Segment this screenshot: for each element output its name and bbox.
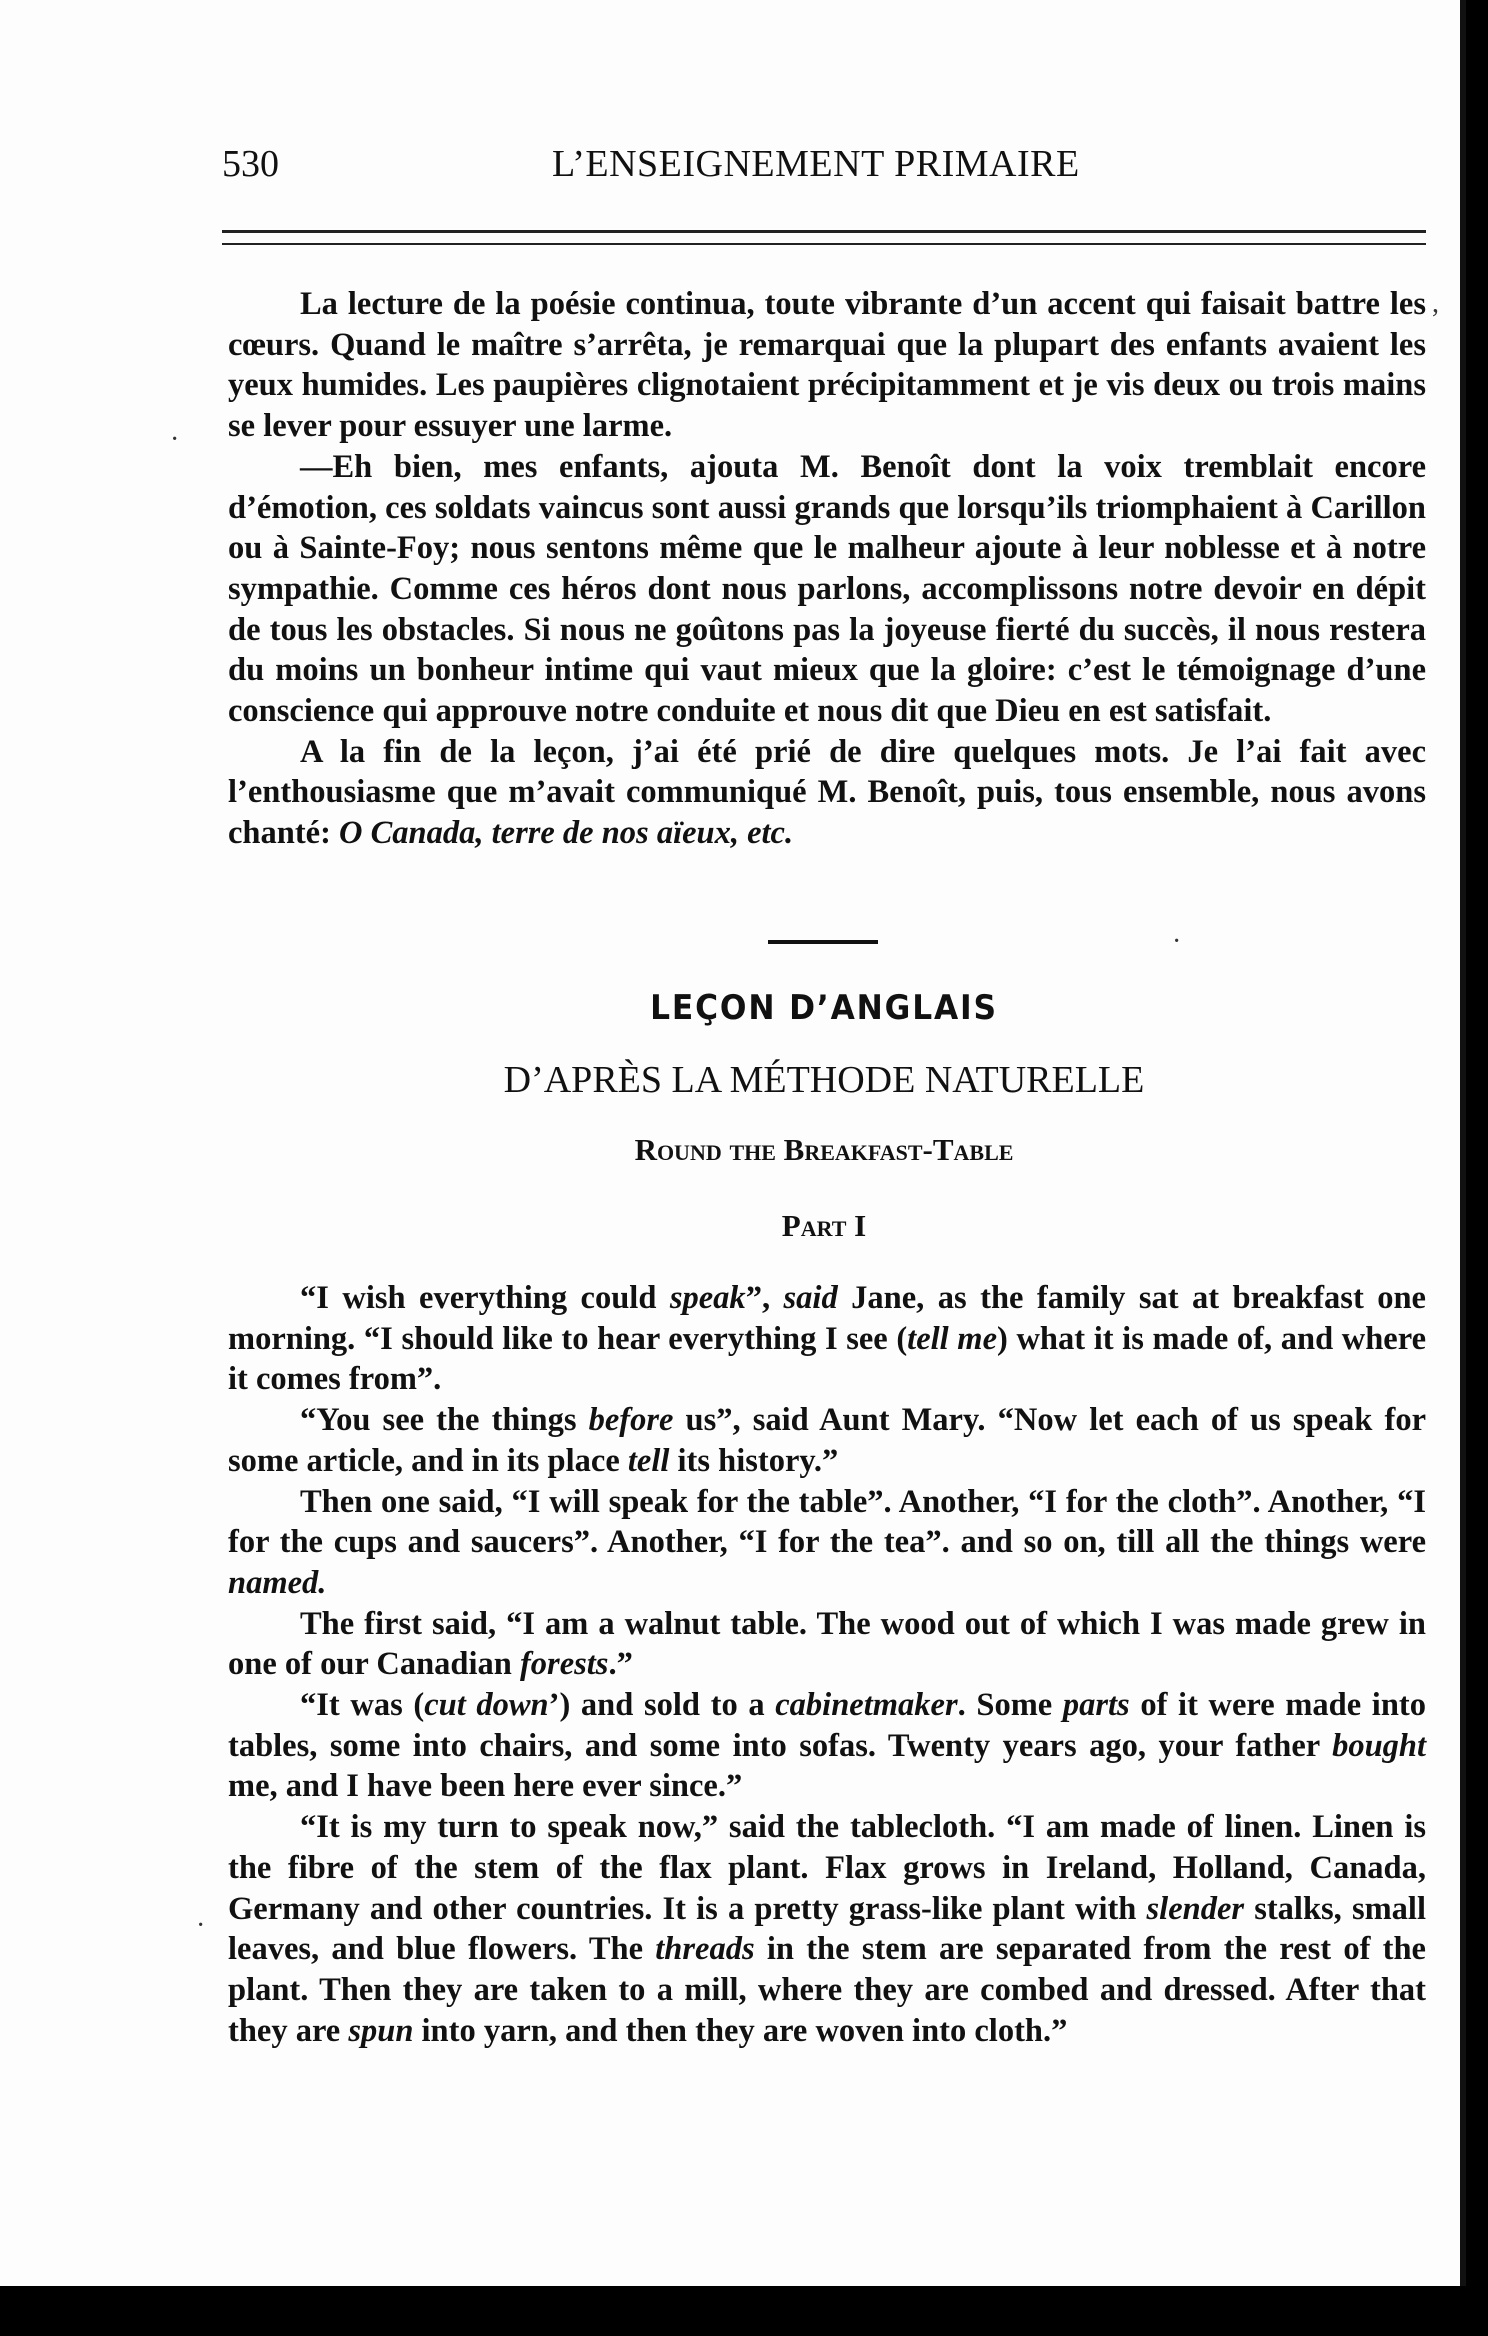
paragraph <box>228 1604 1426 1685</box>
italic-text: parts <box>1062 1687 1130 1724</box>
section-divider-rule <box>768 940 878 944</box>
text-run: stalks, small leaves, and blue flowers. The <box>228 1890 1426 1968</box>
italic-text: slender <box>1146 1890 1245 1927</box>
text-run: . Some <box>957 1687 1063 1724</box>
text-run: me, and I have been here ever since.” <box>228 1768 743 1805</box>
text-run: “I wish everything could <box>300 1280 670 1316</box>
paragraph <box>228 1807 1426 2051</box>
paragraph <box>228 284 1426 447</box>
text-run: .” <box>608 1646 633 1683</box>
text-run: in the stem are separated from the rest of the plant. Then they are taken to a mill, where they are combed and dressed. After that they are <box>228 1931 1426 2049</box>
part-heading: Part I <box>781 1208 867 1243</box>
page-number: 530 <box>222 143 279 185</box>
italic-text: said <box>783 1280 838 1316</box>
text-run: “It was ( <box>300 1687 425 1724</box>
margin-speck: · <box>170 424 180 455</box>
paragraph <box>228 732 1426 854</box>
text-run: us”, said Aunt Mary. “Now let each of us speak for some article, and in its place <box>228 1402 1426 1479</box>
french-text-block <box>228 284 1426 854</box>
text-run: A la fin de la leçon, j’ai été prié de dire quelques mots. Je l’ai fait avec l’enthousiasme que m’avait communiqué M. Benoît, puis, tous ensemble, nous avons chanté: <box>228 733 1426 852</box>
paragraph <box>228 1482 1426 1604</box>
italic-text: spun <box>348 2012 414 2049</box>
italic-text: speak <box>669 1280 746 1316</box>
italic-text: forests <box>519 1646 609 1683</box>
text-run: The first said, “I am a walnut table. The wood out of which I was made grew in one of our Canadian <box>228 1605 1426 1683</box>
italic-text: bought <box>1332 1727 1426 1764</box>
english-text-block <box>228 1278 1426 2051</box>
header-double-rule <box>222 230 1426 245</box>
margin-speck: , <box>1432 288 1439 319</box>
text-run: of it were made into tables, some into chairs, and some into sofas. Twenty years ago, your father <box>228 1687 1426 1764</box>
text-run: ’) and sold to a <box>548 1687 776 1724</box>
paragraph <box>228 1685 1426 1807</box>
text-run: —Eh bien, mes enfants, ajouta M. Benoît dont la voix tremblait encore d’émotion, ces soldats vaincus sont aussi grands que lorsqu’ils triomphaient à Carillon ou à Sainte-Foy; nous sentons même que le malheur ajoute à leur noblesse et à notre sympathie. Comme ces héros dont nous parlons, accomplissons notre devoir en dépit de tous les obstacles. Si nous ne goûtons pas la joyeuse fierté du succès, il nous restera du moins un bonheur intime qui vaut mieux que la gloire: c’est le témoignage d’une conscience qui approuve notre conduite et nous dit que Dieu en est satisfait. <box>228 448 1426 730</box>
method-title: D’APRÈS LA MÉTHODE NATURELLE <box>503 1059 1145 1101</box>
lesson-title: LEÇON D’ANGLAIS <box>650 988 998 1028</box>
text-run: its history.” <box>669 1442 839 1479</box>
paragraph <box>228 447 1426 732</box>
running-head: L’ENSEIGNEMENT PRIMAIRE <box>552 143 1080 185</box>
italic-text: cut down <box>424 1687 549 1724</box>
italic-text: tell <box>627 1442 670 1479</box>
italic-text: tell me <box>907 1320 998 1357</box>
text-run: La lecture de la poésie continua, toute vibrante d’un accent qui faisait battre les cœurs. Quand le maître s’arrêta, je remarquai que la plupart des enfants avaient les yeux humides. Les paupières clignotaient précipitamment et je vis deux ou trois mains se lever pour essuyer une larme. <box>228 286 1426 445</box>
paragraph <box>228 1278 1426 1400</box>
paragraph <box>228 1400 1426 1481</box>
italic-text: before <box>588 1402 674 1439</box>
text-run: ) what it is made of, and where it comes from”. <box>228 1320 1426 1398</box>
italic-text: cabinetmaker <box>775 1687 958 1724</box>
italic-text: threads <box>655 1931 755 1968</box>
text-run: Jane, as the family sat at breakfast one morning. “I should like to hear everything I see ( <box>228 1280 1426 1357</box>
text-run: “It is my turn to speak now,” said the tablecloth. “I am made of linen. Linen is the fibre of the stem of the flax plant. Flax grows in Ireland, Holland, Canada, Germany and other countries. It is a pretty grass-like plant with <box>228 1809 1426 1927</box>
text-run: into yarn, and then they are woven into cloth.” <box>413 2012 1068 2049</box>
text-run: ”, <box>745 1280 784 1316</box>
text-run: Then one said, “I will speak for the table”. Another, “I for the cloth”. Another, “I for the cups and saucers”. Another, “I for the tea”. and so on, till all the things were <box>228 1483 1426 1561</box>
italic-text: O Canada, terre de nos aïeux, etc. <box>339 815 794 852</box>
margin-speck: · <box>1172 926 1182 957</box>
text-run: “You see the things <box>300 1402 589 1439</box>
lesson-subtitle: Round the Breakfast-Table <box>634 1132 1014 1167</box>
italic-text: named. <box>228 1564 327 1601</box>
margin-speck: · <box>196 1910 206 1941</box>
page-header <box>222 142 1426 192</box>
